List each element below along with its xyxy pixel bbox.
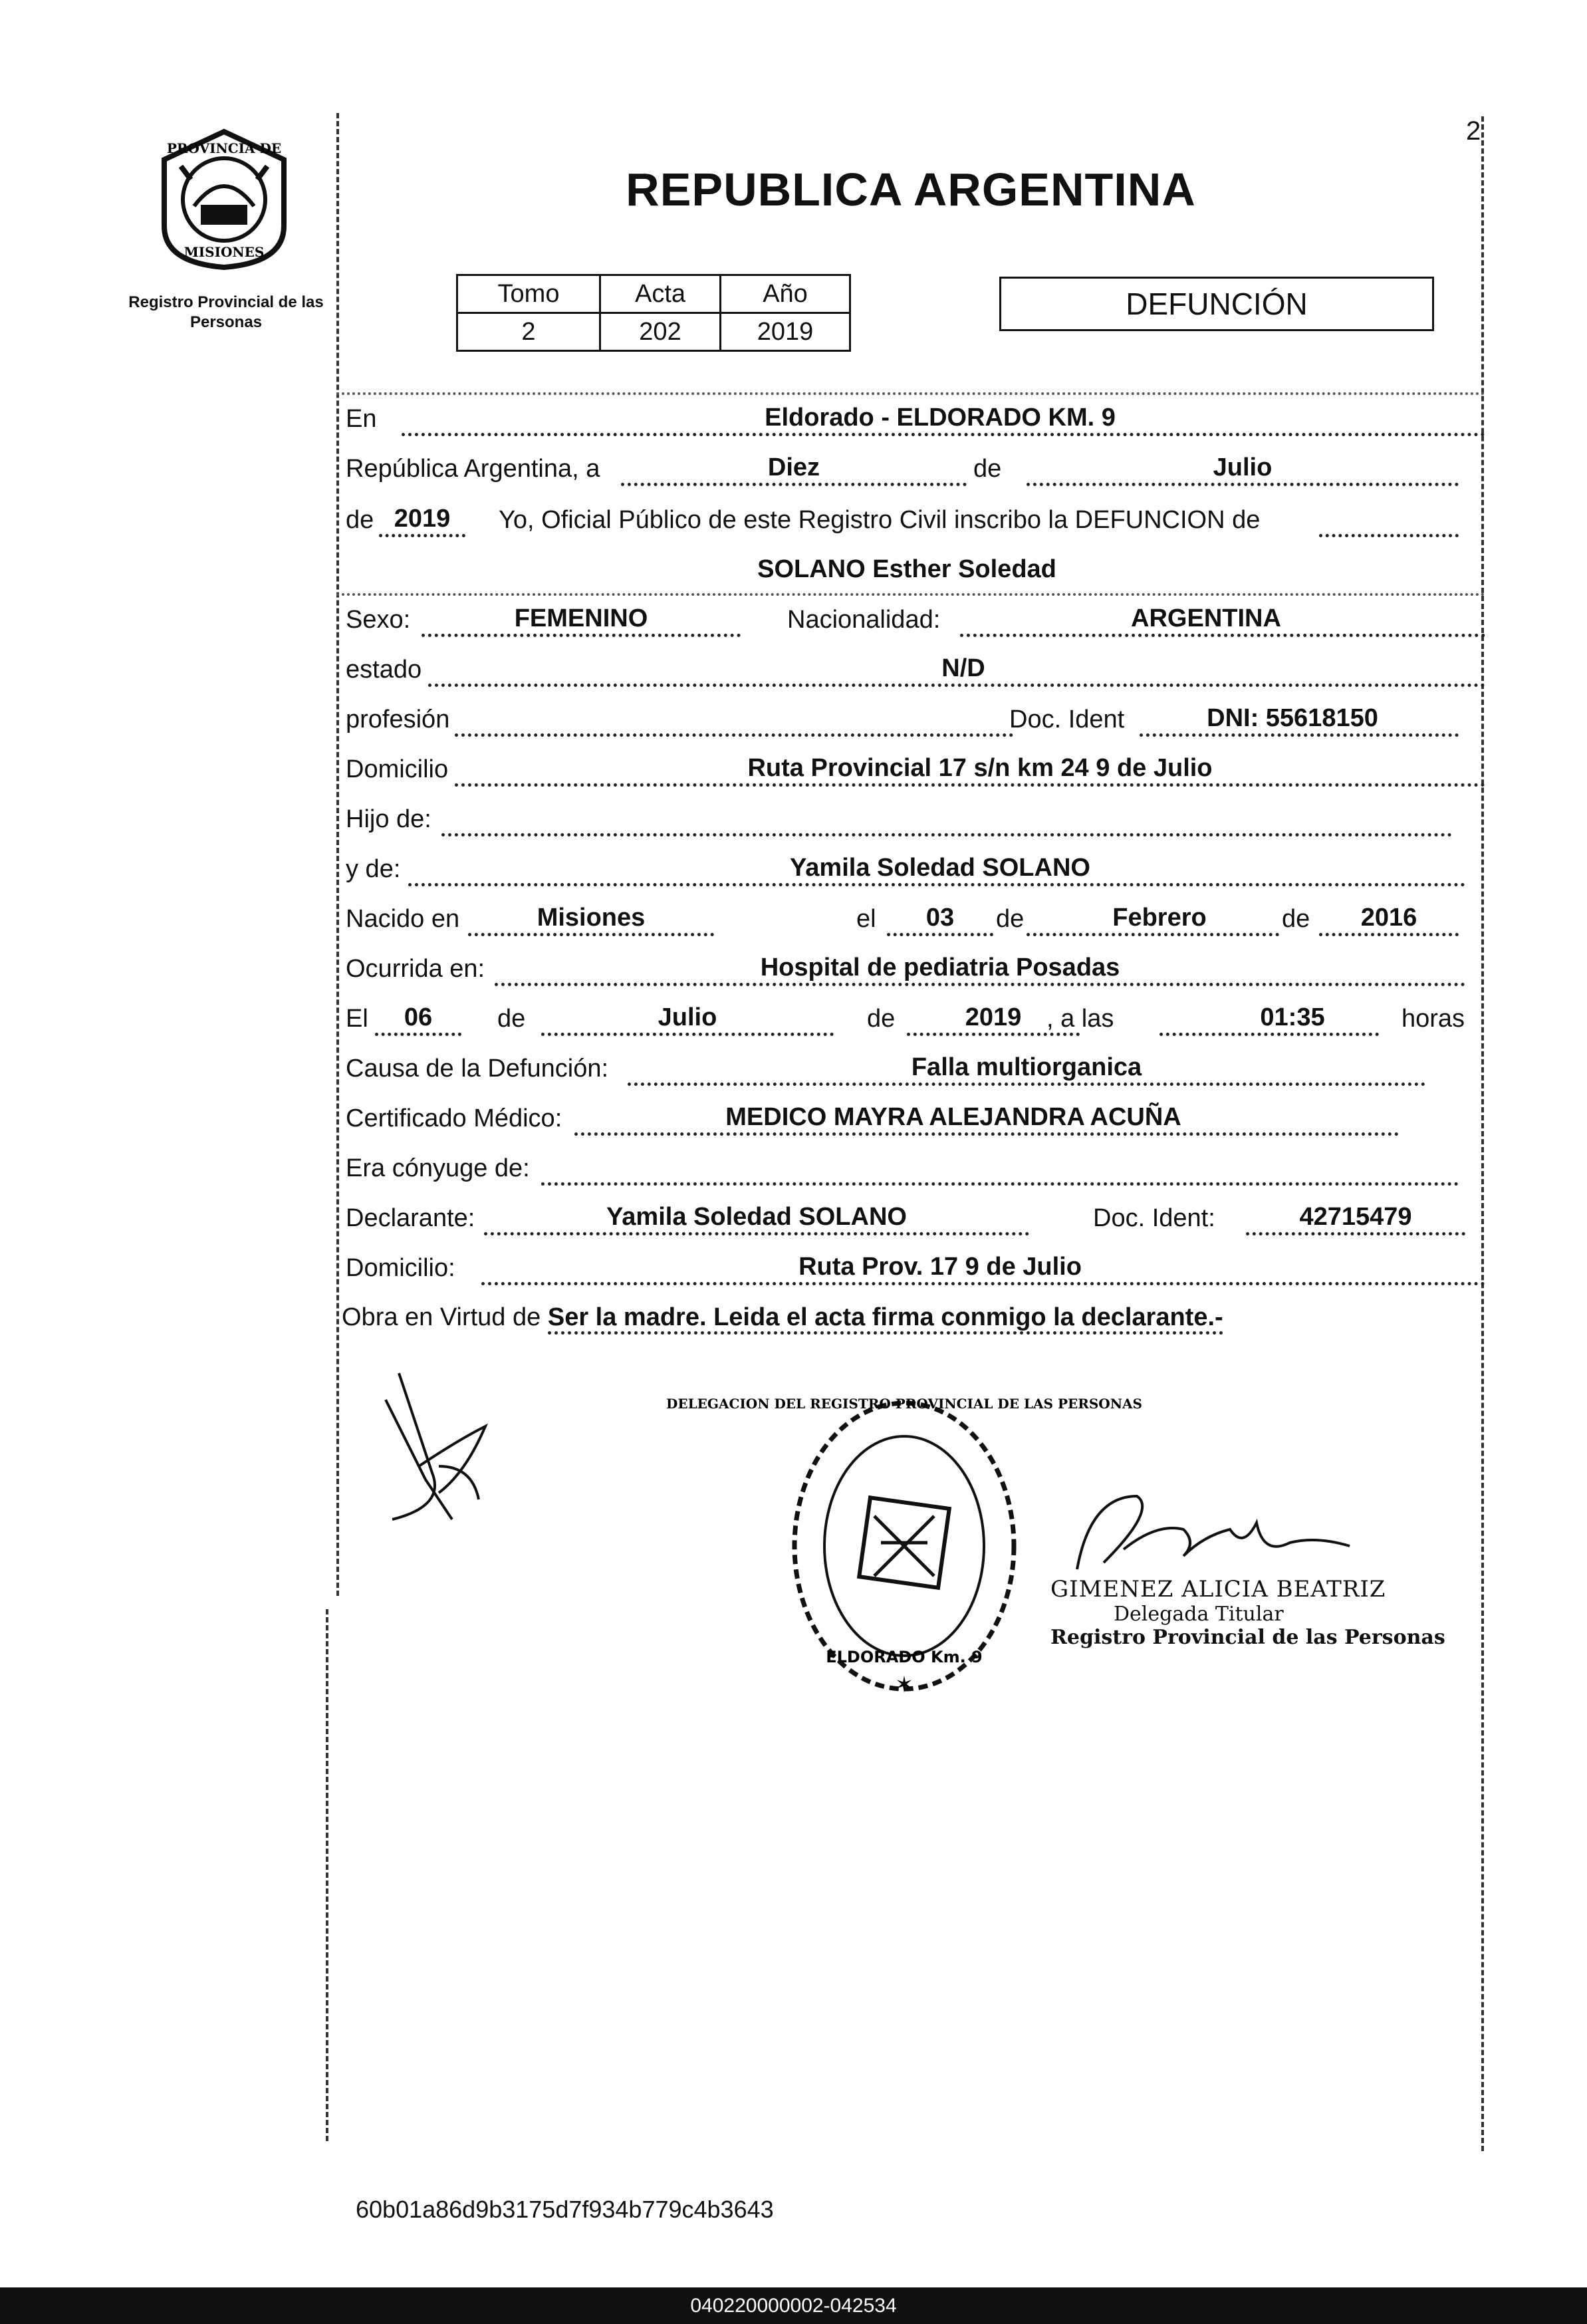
name-divider: [336, 593, 1485, 596]
nacionalidad-label: Nacionalidad:: [787, 606, 941, 634]
provincial-seal-icon: [154, 126, 294, 273]
ocurrida-label: Ocurrida en:: [346, 955, 485, 983]
row-nacido: [342, 899, 1485, 939]
ref-header-anio: Año: [721, 275, 850, 313]
obra-label: Obra en Virtud de: [342, 1303, 541, 1331]
nacido-de1-label: de: [996, 905, 1025, 933]
official-name: GIMENEZ ALICIA BEATRIZ: [1050, 1576, 1386, 1603]
y-de-label: y de:: [346, 855, 401, 883]
row-fecha-defuncion: [342, 999, 1485, 1039]
svg-text:✶: ✶: [894, 1672, 914, 1698]
defuncion-alas-label: , a las: [1046, 1005, 1114, 1033]
page-number: 2: [1466, 116, 1481, 146]
anio-value: 2019: [394, 505, 451, 533]
estado-label: estado: [346, 656, 422, 684]
sexo-label: Sexo:: [346, 606, 411, 634]
official-office: Registro Provincial de las Personas: [1050, 1626, 1445, 1649]
ref-value-anio: 2019: [721, 313, 850, 351]
row-obra: [342, 1303, 1223, 1332]
seal-top-text: PROVINCIA DE: [166, 140, 282, 156]
anio-de-label: de: [346, 506, 374, 534]
declarante-doc-value: 42715479: [1299, 1203, 1412, 1231]
declarante-label: Declarante:: [346, 1204, 475, 1232]
row-estado: [342, 650, 1485, 690]
en-value: Eldorado - ELDORADO KM. 9: [765, 404, 1116, 432]
official-signature-icon: [1064, 1483, 1370, 1583]
defuncion-month: Julio: [658, 1003, 717, 1031]
registry-stamp-icon: [666, 1390, 1142, 1702]
domicilio-declarante-label: Domicilio:: [346, 1254, 455, 1282]
causa-label: Causa de la Defunción:: [346, 1055, 609, 1083]
section-divider: [336, 392, 1485, 395]
estado-value: N/D: [941, 654, 985, 682]
hijo-de-fill: [441, 807, 1452, 837]
conyuge-label: Era cónyuge de:: [346, 1154, 530, 1182]
record-type-box: DEFUNCIÓN: [999, 277, 1434, 331]
domicilio-label: Domicilio: [346, 755, 449, 783]
defuncion-day: 06: [404, 1003, 433, 1031]
row-nombre: [342, 551, 1485, 590]
profesion-fill: [455, 707, 1013, 737]
official-block: [1050, 1576, 1445, 1649]
page-title: REPUBLICA ARGENTINA: [626, 164, 1196, 215]
left-margin-line: [336, 113, 339, 1596]
nacido-day: 03: [925, 904, 955, 932]
left-margin-line-lower: [326, 1609, 328, 2141]
fecha-month: Julio: [1213, 453, 1273, 481]
row-conyuge: [342, 1148, 1485, 1188]
defuncion-de2-label: de: [867, 1005, 896, 1033]
ref-value-acta: 202: [600, 313, 721, 351]
domicilio-value: Ruta Provincial 17 s/n km 24 9 de Julio: [747, 754, 1213, 782]
defuncion-de1-label: de: [497, 1005, 526, 1033]
row-fecha: [342, 449, 1485, 489]
en-label: En: [346, 405, 377, 433]
row-domicilio-declarante: [342, 1248, 1485, 1288]
nacido-month: Febrero: [1112, 904, 1207, 932]
y-de-value: Yamila Soledad SOLANO: [790, 854, 1090, 882]
domicilio-declarante-value: Ruta Prov. 17 9 de Julio: [798, 1253, 1082, 1281]
profesion-label: profesión: [346, 706, 450, 733]
certificado-value: MEDICO MAYRA ALEJANDRA ACUÑA: [725, 1103, 1181, 1131]
ocurrida-value: Hospital de pediatria Posadas: [760, 954, 1120, 981]
obra-value: Ser la madre. Leida el acta firma conmigo la declarante.-: [548, 1303, 1223, 1335]
fecha-day: Diez: [767, 453, 820, 481]
declarante-value: Yamila Soledad SOLANO: [606, 1203, 907, 1231]
anio-tail-fill: [1319, 507, 1459, 537]
row-profesion: [342, 700, 1485, 739]
document-hash: 60b01a86d9b3175d7f934b779c4b3643: [356, 2196, 774, 2223]
fecha-de-label: de: [973, 455, 1002, 483]
defuncion-horas-label: horas: [1402, 1005, 1465, 1033]
footer-code: 040220000002-042534: [0, 2287, 1587, 2324]
deceased-name: SOLANO Esther Soledad: [757, 555, 1056, 583]
defuncion-time: 01:35: [1260, 1003, 1325, 1031]
conyuge-fill: [541, 1156, 1459, 1186]
registry-name: Registro Provincial de las Personas: [128, 293, 324, 331]
nacido-year: 2016: [1360, 904, 1417, 932]
row-en: [342, 399, 1485, 439]
nacido-label: Nacido en: [346, 905, 460, 933]
ref-header-acta: Acta: [600, 275, 721, 313]
nacido-de2-label: de: [1282, 905, 1310, 933]
fecha-label: República Argentina, a: [346, 455, 600, 483]
declarant-signature-icon: [379, 1366, 499, 1533]
row-hijo-de: [342, 799, 1485, 839]
row-y-de: [342, 849, 1485, 889]
seal-bottom-text: MISIONES: [183, 244, 265, 260]
row-certificado: [342, 1098, 1485, 1138]
row-declarante: [342, 1198, 1485, 1238]
anio-text: Yo, Oficial Público de este Registro Civil inscribo la DEFUNCION de: [499, 506, 1261, 534]
hijo-de-label: Hijo de:: [346, 805, 431, 833]
defuncion-el-label: El: [346, 1005, 368, 1033]
nacionalidad-value: ARGENTINA: [1131, 604, 1281, 632]
row-sexo: [342, 600, 1485, 640]
row-ocurrida: [342, 949, 1485, 989]
stamp-outer-text: DELEGACION DEL REGISTRO PROVINCIAL DE LAS PERSONAS: [666, 1396, 1142, 1412]
declarante-doc-label: Doc. Ident:: [1093, 1204, 1215, 1232]
sexo-value: FEMENINO: [514, 604, 648, 632]
doc-ident-value: DNI: 55618150: [1207, 704, 1378, 732]
certificado-label: Certificado Médico:: [346, 1104, 562, 1132]
nacido-place: Misiones: [537, 904, 646, 932]
causa-value: Falla multiorganica: [911, 1053, 1142, 1081]
ref-value-tomo: 2: [457, 313, 600, 351]
ref-header-tomo: Tomo: [457, 275, 600, 313]
official-role: Delegada Titular: [1114, 1603, 1284, 1626]
row-domicilio: [342, 749, 1485, 789]
stamp-inner-text: ELDORADO Km. 9: [826, 1648, 983, 1666]
row-causa: [342, 1049, 1485, 1089]
row-anio: [342, 500, 1485, 540]
defuncion-year: 2019: [965, 1003, 1022, 1031]
nacido-el-label: el: [856, 905, 876, 933]
doc-ident-label: Doc. Ident: [1009, 706, 1125, 733]
reference-table: [456, 274, 851, 352]
